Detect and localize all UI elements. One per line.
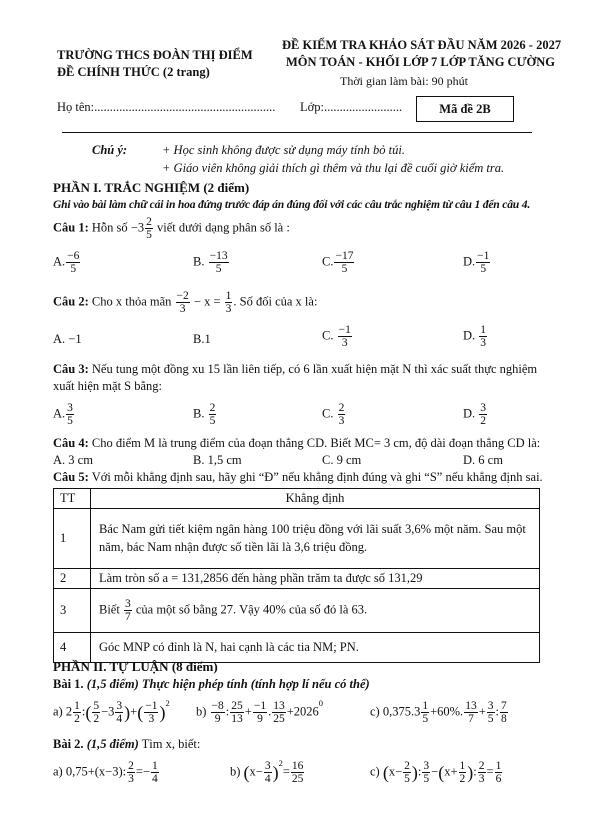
row-statement: Biết $\frac{3}{7}$ của một số bằng 27. Vậy 40% của số đó là 63. (91, 588, 540, 632)
bai-1a: a) 2 $\frac{1}{2}$ :( $\frac{5}{2}$ −3 $\frac{3}{4}$ )+( $\frac{-1}{3}$ )$^2$ (53, 698, 170, 726)
question-2 (53, 290, 317, 315)
q2-frac1: $\frac{-2}{3}$ (176, 290, 189, 316)
q4-option-b: B. 1,5 cm (193, 453, 242, 467)
note-line-2: + Giáo viên không giải thích gì thêm và thu lại đề cuối giờ kiểm tra. (162, 161, 505, 175)
q2-option-d: D. $\frac{1}{3}$ (463, 324, 487, 350)
question-1 (53, 216, 290, 241)
question-4: Câu 4: Cho điểm M là trung điểm của đoạn thẳng CD. Biết MC= 3 cm, độ dài đoạn thẳng CD là: (53, 436, 541, 450)
q4-option-a: A. 3 cm (53, 453, 93, 467)
table-row (54, 632, 540, 662)
header-divider (62, 132, 532, 133)
bai-2b: b) (x− $\frac{3}{4}$ )$^2$= $\frac{16}{25}$ (230, 758, 304, 786)
exam-code-box: Mã đề 2B (416, 96, 514, 122)
part1-instruction: Ghi vào bài làm chữ cái in hoa đứng trước đáp án đúng đối với các câu trắc nghiệm từ câu 1 đến câu 4. (53, 198, 531, 211)
q1-option-b: B. $\frac{-13}{5}$ (193, 250, 228, 276)
q2-frac2: $\frac{1}{3}$ (225, 290, 232, 316)
row-number: 1 (54, 508, 91, 568)
official-label: ĐỀ CHÍNH THỨC (2 trang) (57, 65, 210, 79)
exam-subject: MÔN TOÁN - KHỐI LỚP 7 LỚP TĂNG CƯỜNG (286, 55, 556, 69)
q3-option-c: C. $\frac{2}{3}$ (322, 402, 345, 428)
question-3-line2: xuất hiện mặt S bằng: (53, 379, 163, 393)
q3-option-d: D. $\frac{3}{2}$ (463, 402, 487, 428)
bai-2a: a) 0,75+(x−3): $\frac{2}{3}$ =− $\frac{1}{4}$ (53, 760, 158, 786)
student-name-field[interactable]: Họ tên:.......................................................... (57, 100, 276, 114)
q4-option-d: D. 6 cm (463, 453, 503, 467)
bai-1-heading: Bài 1. (1,5 điểm) Thực hiện phép tính (tính hợp lí nếu có thể) (53, 677, 370, 691)
student-class-field[interactable]: Lớp:......................... (300, 100, 403, 114)
q1-mixed-frac: $\frac{2}{5}$ (146, 216, 152, 242)
bai-2-heading: Bài 2. (1,5 điểm) Tìm x, biết: (53, 737, 201, 751)
q3-option-b: B. $\frac{2}{5}$ (193, 402, 216, 428)
bai-1b: b) $\frac{-8}{9}$ : $\frac{25}{13}$ + $\frac{-1}{9}$ . $\frac{13}{25}$ $+2026^0$ (196, 698, 324, 726)
q4-option-c: C. 9 cm (322, 453, 362, 467)
q2-mid: − x = (193, 294, 221, 309)
table-row (54, 568, 540, 588)
q2-option-c: C. $\frac{-1}{3}$ (322, 324, 351, 350)
row-statement: Làm tròn số a = 131,2856 đến hàng phần trăm ta được số 131,29 (91, 568, 540, 588)
true-false-table (53, 488, 540, 663)
table-row (54, 508, 540, 568)
row-number: 2 (54, 568, 91, 588)
col-statement: Khẳng định (91, 489, 540, 509)
q3-option-a: A. $\frac{3}{5}$ (53, 402, 73, 428)
table-row (54, 588, 540, 632)
q2-label: Câu 2: (53, 294, 89, 309)
q1-mixed-whole: −3 (130, 220, 145, 235)
question-3-line1: Câu 3: Nếu tung một đồng xu 15 lần liên tiếp, có 6 lần xuất hiện mặt N thì xác suất thực nghiệm (53, 362, 538, 376)
row-number: 4 (54, 632, 91, 662)
table-header-row (54, 489, 540, 509)
q1-text-a: Hỗn số (91, 220, 128, 235)
q1-label: Câu 1: (53, 220, 89, 235)
q1-option-a: A. $\frac{-6}{5}$ (53, 250, 80, 276)
bai-2c: c) (x− $\frac{2}{5}$ ): $\frac{3}{5}$ −(x+ $\frac{1}{2}$ ): $\frac{2}{3}$ = $\frac{1}{6}$ (370, 760, 502, 786)
row-statement: Góc MNP có đỉnh là N, hai cạnh là các tia NM; PN. (91, 632, 540, 662)
note-line-1: + Học sinh không được sử dụng máy tính bỏ túi. (162, 143, 405, 157)
exam-title: ĐỀ KIỂM TRA KHẢO SÁT ĐẦU NĂM 2026 - 2027 (282, 38, 562, 52)
q2-option-a: A. −1 (53, 332, 82, 346)
note-label: Chú ý: (92, 143, 128, 157)
q1-option-d: D. $\frac{-1}{5}$ (463, 250, 490, 276)
part1-title: PHẦN I. TRẮC NGHIỆM (2 điểm) (53, 180, 250, 195)
row-statement: Bác Nam gửi tiết kiệm ngân hàng 100 triệu đồng với lãi suất 3,6% một năm. Sau một năm, bác Nam nhận được số tiền lãi là 3,6 triệu đồng. (91, 508, 540, 568)
col-tt: TT (54, 489, 91, 509)
row-number: 3 (54, 588, 91, 632)
school-name: TRƯỜNG THCS ĐOÀN THỊ ĐIỂM (57, 48, 253, 62)
q2-option-b: B.1 (193, 332, 211, 346)
bai-1c: c) 0,375.3 $\frac{1}{5}$ +60%. $\frac{13}{7}$ + $\frac{3}{5}$ : $\frac{7}{8}$ (370, 700, 507, 726)
q2-text-a: Cho x thỏa mãn (91, 294, 172, 309)
exam-time: Thời gian làm bài: 90 phút (340, 74, 468, 88)
q2-text-b: . Số đối của x là: (233, 294, 318, 309)
q1-option-c: C. $\frac{-17}{5}$ (322, 250, 354, 276)
part2-title: PHẦN II. TỰ LUẬN (8 điểm) (53, 659, 218, 674)
question-5: Câu 5: Với mỗi khẳng định sau, hãy ghi “Đ” nếu khẳng định đúng và ghi “S” nếu khẳng định sai. (53, 470, 543, 484)
q1-text-b: viết dưới dạng phân số là : (157, 220, 290, 235)
